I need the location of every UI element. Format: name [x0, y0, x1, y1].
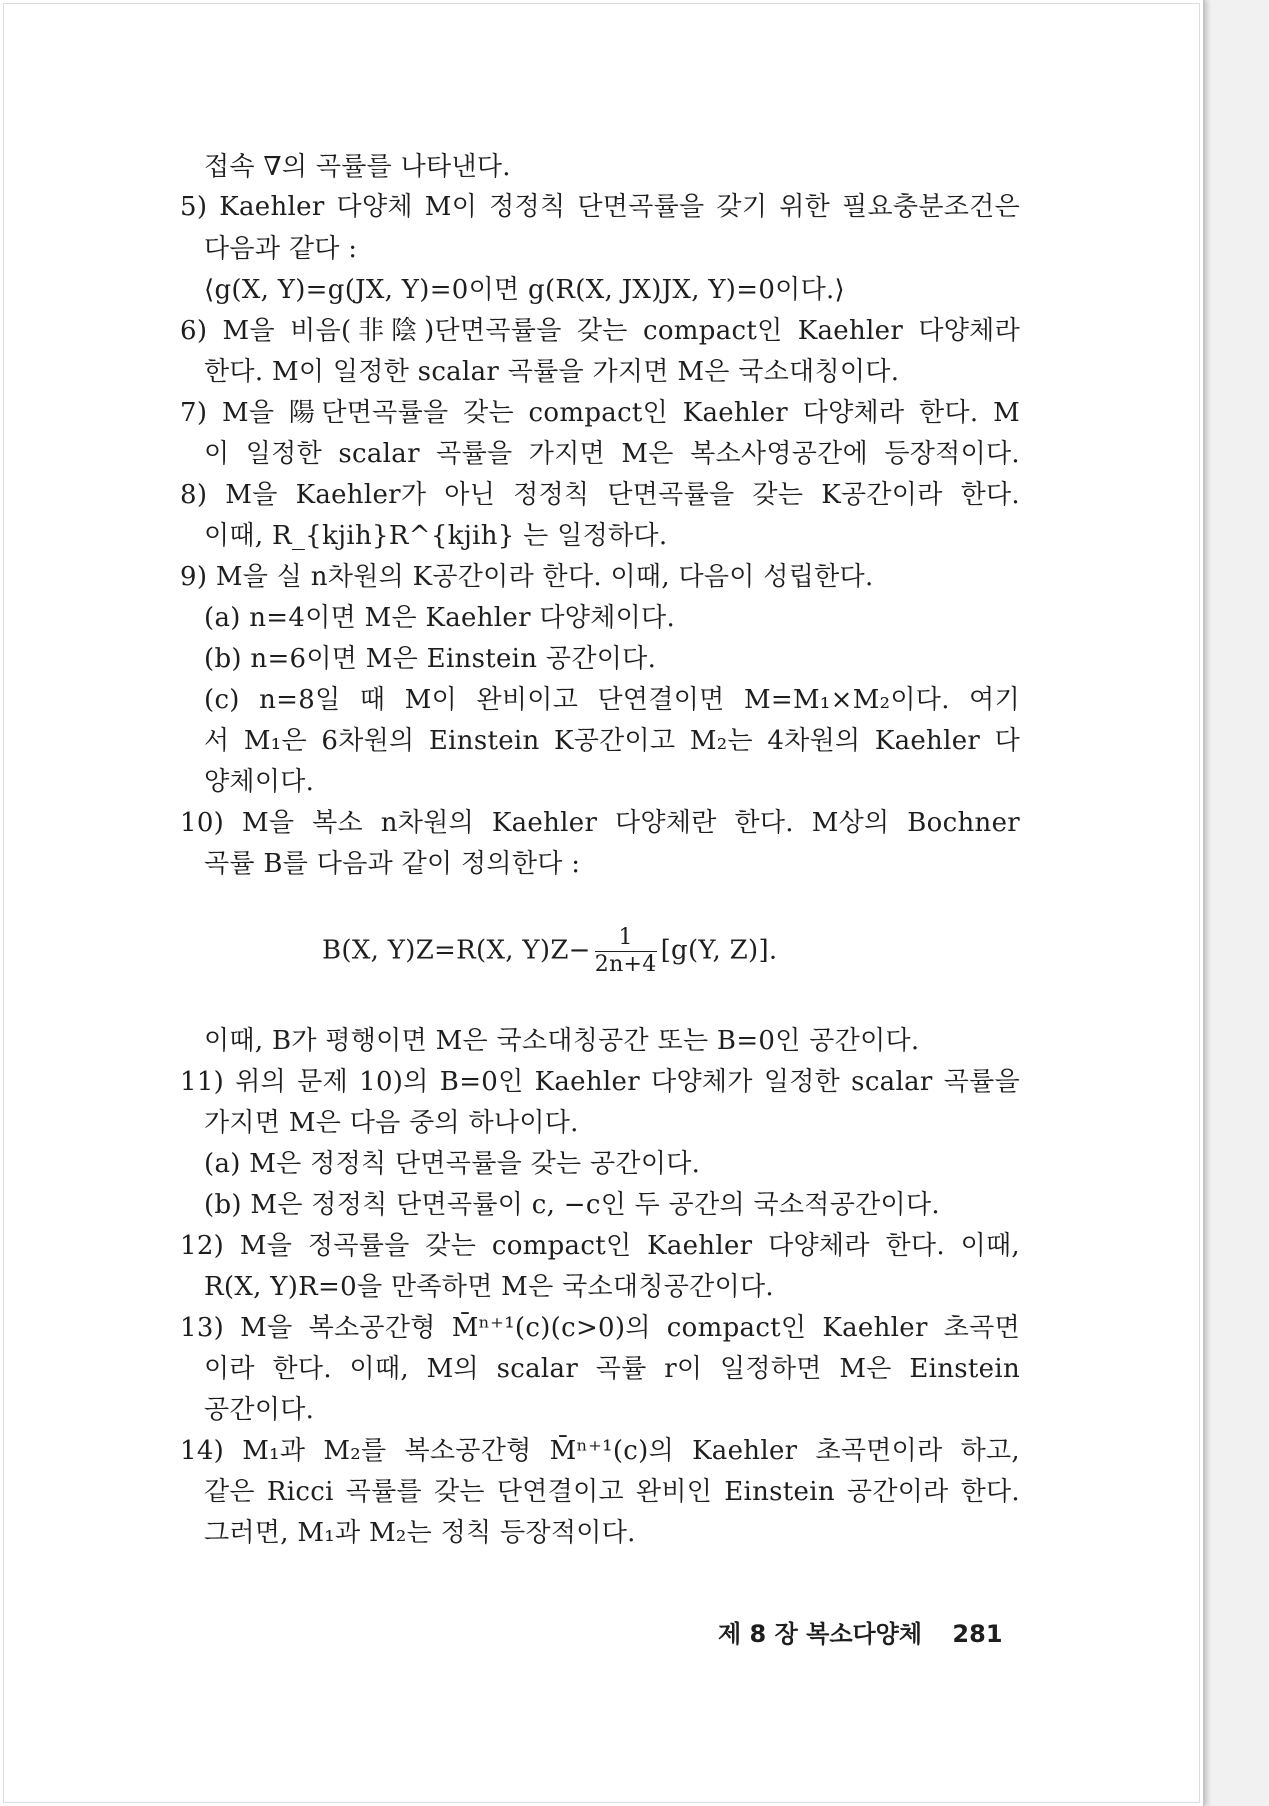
item-6-line-2: 한다. M이 일정한 scalar 곡률을 가지면 M은 국소대칭이다.: [204, 357, 900, 387]
item-10-line-3: 이때, B가 평행이면 M은 국소대칭공간 또는 B=0인 공간이다.: [204, 1026, 920, 1056]
item-10-line-2: 곡률 B를 다음과 같이 정의한다 :: [204, 849, 581, 879]
chapter-title: 제 8 장 복소다양체: [718, 1620, 923, 1648]
equation-right: [g(Y, Z)].: [660, 935, 778, 966]
item-12-line-1: 12) M을 정곡률을 갖는 compact인 Kaehler 다양체라 한다. 이때,: [180, 1231, 1020, 1261]
equation-left: B(X, Y)Z=R(X, Y)Z−: [322, 935, 591, 966]
item-13-line-3: 공간이다.: [204, 1395, 315, 1425]
item-5-line-2: 다음과 같다 :: [204, 234, 358, 264]
page-number: 281: [952, 1620, 1003, 1648]
item-8-line-2: 이때, R_{kjih}R^{kjih} 는 일정하다.: [204, 521, 668, 551]
item-9b: (b) n=6이면 M은 Einstein 공간이다.: [204, 644, 657, 674]
bochner-equation: [322, 925, 777, 978]
item-9c-line-2: 서 M₁은 6차원의 Einstein K공간이고 M₂는 4차원의 Kaehler 다: [204, 726, 1020, 756]
item-13-line-2: 이라 한다. 이때, M의 scalar 곡률 r이 일정하면 M은 Einstein: [204, 1354, 1020, 1384]
item-7-line-1: 7) M을 陽단면곡률을 갖는 compact인 Kaehler 다양체라 한다. M: [180, 398, 1020, 428]
item-14-line-1: 14) M₁과 M₂를 복소공간형 M̄ⁿ⁺¹(c)의 Kaehler 초곡면이라 하고,: [180, 1436, 1020, 1466]
item-9a: (a) n=4이면 M은 Kaehler 다양체이다.: [204, 603, 676, 633]
item-11-line-1: 11) 위의 문제 10)의 B=0인 Kaehler 다양체가 일정한 scalar 곡률을: [180, 1067, 1020, 1097]
item-9-line-1: 9) M을 실 n차원의 K공간이라 한다. 이때, 다음이 성립한다.: [180, 562, 874, 592]
item-11a: (a) M은 정정칙 단면곡률을 갖는 공간이다.: [204, 1149, 701, 1179]
item-9c-line-1: (c) n=8일 때 M이 완비이고 단연결이면 M=M₁×M₂이다. 여기: [204, 685, 1020, 715]
item-10-line-1: 10) M을 복소 n차원의 Kaehler 다양체란 한다. M상의 Bochner: [180, 808, 1020, 838]
page-footer: [718, 1614, 1003, 1649]
item-5-condition: ⟨g(X, Y)=g(JX, Y)=0이면 g(R(X, JX)JX, Y)=0이다.⟩: [204, 275, 846, 305]
item-5-line-1: 5) Kaehler 다양체 M이 정정칙 단면곡률을 갖기 위한 필요충분조건은: [180, 192, 1020, 222]
text-line: 접속 ∇의 곡률를 나타낸다.: [204, 152, 511, 182]
item-14-line-2: 같은 Ricci 곡률를 갖는 단연결이고 완비인 Einstein 공간이라 한다.: [204, 1477, 1020, 1507]
item-12-line-2: R(X, Y)R=0을 만족하면 M은 국소대칭공간이다.: [204, 1272, 774, 1302]
item-11b: (b) M은 정정칙 단면곡률이 c, −c인 두 공간의 국소적공간이다.: [204, 1190, 940, 1220]
equation-denominator: 2n+4: [594, 952, 657, 977]
item-7-line-2: 이 일정한 scalar 곡률을 가지면 M은 복소사영공간에 등장적이다.: [204, 439, 1020, 469]
equation-numerator: 1: [595, 925, 657, 952]
item-13-line-1: 13) M을 복소공간형 M̄ⁿ⁺¹(c)(c>0)의 compact인 Kaehler 초곡면: [180, 1313, 1020, 1343]
equation-fraction: [595, 925, 657, 978]
item-9c-line-3: 양체이다.: [204, 767, 315, 797]
item-14-line-3: 그러면, M₁과 M₂는 정칙 등장적이다.: [204, 1518, 636, 1548]
item-8-line-1: 8) M을 Kaehler가 아닌 정정칙 단면곡률을 갖는 K공간이라 한다.: [180, 480, 1020, 510]
item-11-line-2: 가지면 M은 다음 중의 하나이다.: [204, 1108, 579, 1138]
item-6-line-1: 6) M을 비음(非陰)단면곡률을 갖는 compact인 Kaehler 다양체라: [180, 316, 1020, 346]
